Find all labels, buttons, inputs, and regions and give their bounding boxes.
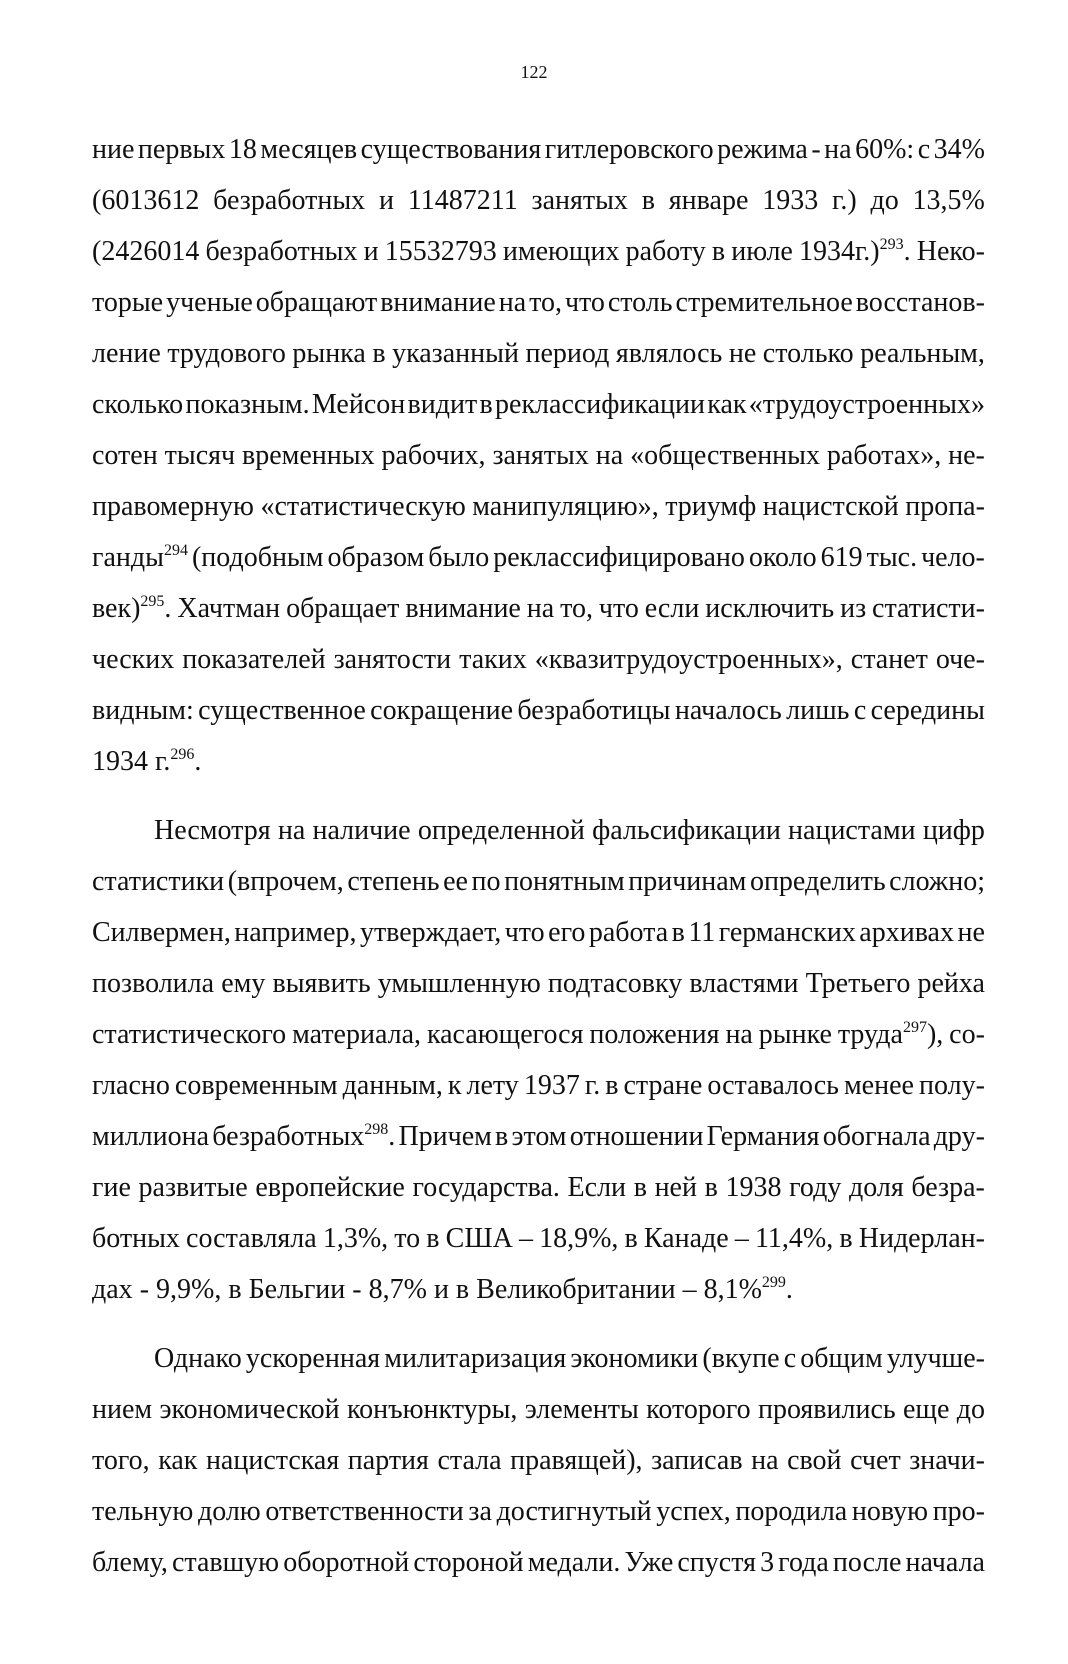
word: (6013612 [92,185,200,216]
word: современным [174,1070,338,1101]
word: ней [654,1172,697,1203]
word: Мейсон [311,389,406,420]
word: Силвермен, [92,917,231,948]
word: Германия [706,1121,820,1152]
word: что [504,917,545,948]
word: столько [762,338,854,369]
word: Уже [624,1547,674,1578]
word: записав [651,1445,743,1476]
word: в [641,185,655,216]
word: германских [718,917,856,948]
word: Третьего [805,968,911,999]
word: в [671,917,685,948]
word: тельную [92,1496,194,1527]
word: 60%: [855,134,915,165]
word: реальным, [860,338,985,369]
word: еще [902,1394,950,1425]
word: улучше- [886,1343,985,1374]
word: этом [511,1121,567,1152]
word: в [228,1274,242,1305]
word: что [598,593,639,624]
word: являлось [615,338,723,369]
word: 34% [933,134,985,165]
word: нацистская [205,1445,340,1476]
word: данным, [342,1070,443,1101]
word: 1934г.)$^{293}$. [798,236,911,267]
word: работу [625,236,706,267]
word: видным: [92,695,194,726]
word: ученые [166,287,253,318]
word: нацистами [788,815,916,846]
word: менее [843,1070,914,1101]
word: занятых [531,185,628,216]
word: лишь [786,695,850,726]
word: статисти- [872,593,985,624]
word: развитые [138,1172,248,1203]
word: его [548,917,586,948]
word: реклассификации [495,389,705,420]
word: стороной [413,1547,524,1578]
word: 3 [760,1547,775,1578]
word: не [957,917,985,948]
word: 18 [228,134,257,165]
text-line [92,1333,985,1384]
word: 11 [688,917,716,948]
word: г.$^{296}$. [155,746,202,777]
word: образом [327,542,425,573]
word: (2426014 [92,236,200,267]
word: как [158,1445,198,1476]
word: середины [870,695,985,726]
word: ускоренная [245,1343,381,1374]
word: успех, [656,1496,731,1527]
word: работах», [826,440,942,471]
text-line [92,175,985,226]
text-line [92,1384,985,1435]
word: 9,9%, [156,1274,222,1305]
word: выявить [272,968,371,999]
word: в [711,236,726,267]
body-text [92,124,985,1588]
word: которого [646,1394,751,1425]
text-line [92,685,985,736]
word: безра- [911,1172,985,1203]
word: показателей [182,644,326,675]
word: на [595,440,624,471]
word: на [526,593,555,624]
word: гитлеровского [544,134,714,165]
word: дру- [933,1121,985,1152]
word: имеющих [502,236,620,267]
word: 11,4%, [754,1223,834,1254]
word: например, [234,917,357,948]
word: не- [948,440,985,471]
word: ему [221,968,266,999]
text-line [92,1435,985,1486]
footnote-reference: 295 [140,593,165,610]
word: позволила [92,968,215,999]
word: временных [242,440,375,471]
word: определить [749,866,886,897]
word: ответственности [265,1496,464,1527]
word: экономики [570,1343,699,1374]
word: Неко- [916,236,985,267]
word: европейские [255,1172,405,1203]
word: и [363,236,379,267]
word: на [277,815,306,846]
word: ление [92,338,161,369]
word: (вкупе [702,1343,780,1374]
word: 15532793 [384,236,497,267]
page-number: 122 [520,62,548,82]
word: из [840,593,867,624]
word: статистики [92,866,225,897]
word: «трудоустроенных» [748,389,985,420]
word: экономической [159,1394,340,1425]
word: года [778,1547,829,1578]
text-line [92,277,985,328]
word: определенной [417,815,585,846]
word: оставалось [707,1070,839,1101]
word: труда$^{297}$), [837,1019,944,1050]
word: внимание [380,287,496,318]
word: внимание [405,593,521,624]
word: гласно [92,1070,170,1101]
word: полу- [918,1070,985,1101]
text-line [92,1060,985,1111]
word: то, [560,593,593,624]
word: значи- [909,1445,985,1476]
text-line [92,1537,985,1588]
word: первых [137,134,226,165]
word: станет [850,644,928,675]
word: Нидерлан- [858,1223,985,1254]
word: – [682,1274,697,1305]
word: на [498,287,527,318]
footnote-reference: 296 [170,746,195,763]
text-line [92,1009,985,1060]
text-line [92,379,985,430]
word: сокращение [370,695,514,726]
word: таких [459,644,527,675]
word: проявились [757,1394,896,1425]
text-line [92,1111,985,1162]
word: понятным [504,866,625,897]
word: исключить [705,593,835,624]
word: - [352,1274,362,1305]
word: январе [668,185,749,216]
word: в [839,1223,853,1254]
text-line [92,481,985,532]
word: 1933 [762,185,819,216]
word: Канаде [643,1223,729,1254]
word: в [704,1172,718,1203]
word: сотен [92,440,158,471]
word: ставшую [171,1547,280,1578]
word: в [372,338,386,369]
word: как [707,389,747,420]
word: не [728,338,757,369]
word: на [751,1445,779,1476]
word: манипуляцию», [472,491,659,522]
word: то [394,1223,421,1254]
word: 1,3%, [322,1223,389,1254]
word: безработных [213,185,366,216]
word: с [853,695,867,726]
text-line [92,328,985,379]
word: было [428,542,490,573]
word: лету [466,1070,519,1101]
word: Хачтман [177,593,281,624]
word: породила [735,1496,848,1527]
word: спустя [677,1547,756,1578]
text-line [92,1213,985,1264]
text-line [92,736,985,787]
word: век)$^{295}$. [92,593,172,624]
footnote-reference: 294 [163,542,188,559]
footnote-reference: 298 [364,1121,389,1138]
word: свой [787,1445,842,1476]
word: в [479,389,493,420]
word: «общественных [630,440,820,471]
word: обращает [286,593,400,624]
text-line [92,958,985,1009]
word: отношении [569,1121,704,1152]
word: «статистическую [260,491,466,522]
word: подтасовку [547,968,683,999]
word: восстанов- [855,287,985,318]
word: июле [731,236,793,267]
text-line [92,1486,985,1537]
word: занятости [333,644,452,675]
word: в [455,1274,470,1305]
word: достигнутый [496,1496,652,1527]
word: безработных$^{298}$. [212,1121,396,1152]
word: Если [567,1172,627,1203]
word: Несмотря [154,815,271,846]
word: чело- [921,542,985,573]
word: ганды$^{294}$ [92,542,188,573]
word: стране [623,1070,703,1101]
word: до [956,1394,985,1425]
word: (подобным [191,542,324,573]
word: – [518,1223,533,1254]
word: г.) [832,185,857,216]
word: новую [851,1496,929,1527]
text-line [92,805,985,856]
word: работа [588,917,669,948]
word: триумф [665,491,757,522]
word: со- [949,1019,985,1050]
word: сложно; [889,866,985,897]
word: с [783,1343,797,1374]
word: элементы [524,1394,639,1425]
word: правомерную [92,491,254,522]
word: пропа- [905,491,985,522]
word: счет [850,1445,901,1476]
word: 1937 [523,1070,580,1101]
text-line [92,124,985,175]
word: Великобритании [476,1274,676,1305]
word: реклассифицировано [493,542,745,573]
footnote-reference: 293 [879,236,904,253]
word: конъюнктуры, [346,1394,518,1425]
word: тысяч [164,440,236,471]
word: миллиона [92,1121,210,1152]
word: материала, [292,1019,422,1050]
word: - [139,1274,150,1305]
word: в [426,1223,440,1254]
word: безработных [205,236,358,267]
word: в [495,1121,509,1152]
word: начала [905,1547,985,1578]
word: если [644,593,700,624]
word: 18,9%, [539,1223,619,1254]
word: оче- [935,644,985,675]
word: ботных [92,1223,180,1254]
text-line [92,430,985,481]
word: существования [360,134,542,165]
word: рынка [292,338,366,369]
word: гие [92,1172,131,1203]
text-line [92,532,985,583]
word: милитаризация [384,1343,567,1374]
word: 11487211 [407,185,518,216]
word: умышленную [377,968,541,999]
word: положения [589,1019,720,1050]
word: после [832,1547,902,1578]
word: общим [800,1343,883,1374]
word: рабочих, [381,440,486,471]
word: безработицы [517,695,671,726]
word: (впрочем, [227,866,344,897]
word: в [605,1070,619,1101]
word: фальсификации [592,815,781,846]
word: того, [92,1445,150,1476]
word: г. [584,1070,601,1101]
word: и [433,1274,449,1305]
word: США [445,1223,513,1254]
word: по [471,866,501,897]
word: торые [92,287,164,318]
footnote-reference: 297 [902,1019,927,1036]
word: блему, [92,1547,168,1578]
word: рейха [917,968,985,999]
word: Бельгии [248,1274,346,1305]
word: про- [932,1496,985,1527]
word: к [447,1070,462,1101]
word: указанный [392,338,519,369]
word: 619 [820,542,863,573]
word: рынке [758,1019,832,1050]
word: сколько [92,389,184,420]
word: медали. [527,1547,621,1578]
text-line [92,907,985,958]
word: началось [674,695,782,726]
word: «квазитрудоустроенных», [534,644,843,675]
word: тыс. [866,542,918,573]
word: - [811,134,821,165]
word: ние [92,134,135,165]
word: обращают [255,287,378,318]
word: 1934 [92,746,148,777]
word: правящей), [510,1445,643,1476]
word: нием [92,1394,153,1425]
word: видит [407,389,478,420]
word: цифр [922,815,985,846]
word: государства. [412,1172,560,1203]
word: что [564,287,605,318]
word: режима [717,134,808,165]
text-line [92,583,985,634]
text-line [92,634,985,685]
word: партия [347,1445,429,1476]
word: ческих [92,644,175,675]
text-line [92,1264,985,1315]
word: – [734,1223,749,1254]
word: оборотной [283,1547,410,1578]
word: 1938 [725,1172,782,1203]
word: составляла [186,1223,317,1254]
word: в [633,1172,647,1203]
word: долю [197,1496,261,1527]
word: столь [607,287,673,318]
word: и [379,185,394,216]
word: занятых [492,440,589,471]
word: дах [92,1274,133,1305]
word: до [870,185,899,216]
word: году [789,1172,842,1203]
text-line [92,226,985,277]
word: обогнала [822,1121,931,1152]
word: архивах [859,917,954,948]
word: нацистской [762,491,899,522]
word: за [468,1496,492,1527]
word: в [624,1223,638,1254]
word: трудового [167,338,286,369]
word: 13,5% [912,185,985,216]
word: период [525,338,610,369]
word: около [748,542,817,573]
word: Причем [398,1121,492,1152]
word: ее [443,866,468,897]
word: месяцев [260,134,358,165]
word: стремительное [675,287,853,318]
word: статистического [92,1019,287,1050]
word: наличие [312,815,411,846]
word: существенное [198,695,366,726]
word: на [725,1019,753,1050]
word: Однако [154,1343,242,1374]
word: на [824,134,852,165]
word: касающегося [426,1019,584,1050]
footnote-reference: 299 [761,1274,786,1291]
word: с [917,134,931,165]
word: утверждает, [359,917,502,948]
word: властями [689,968,799,999]
word: стала [437,1445,502,1476]
text-line [92,856,985,907]
word: степень [347,866,440,897]
word: причинам [628,866,747,897]
word: 8,7% [368,1274,427,1305]
word: то, [529,287,562,318]
text-line [92,1162,985,1213]
word: показным. [185,389,310,420]
word: доля [849,1172,904,1203]
word: 8,1%$^{299}$. [703,1274,793,1305]
